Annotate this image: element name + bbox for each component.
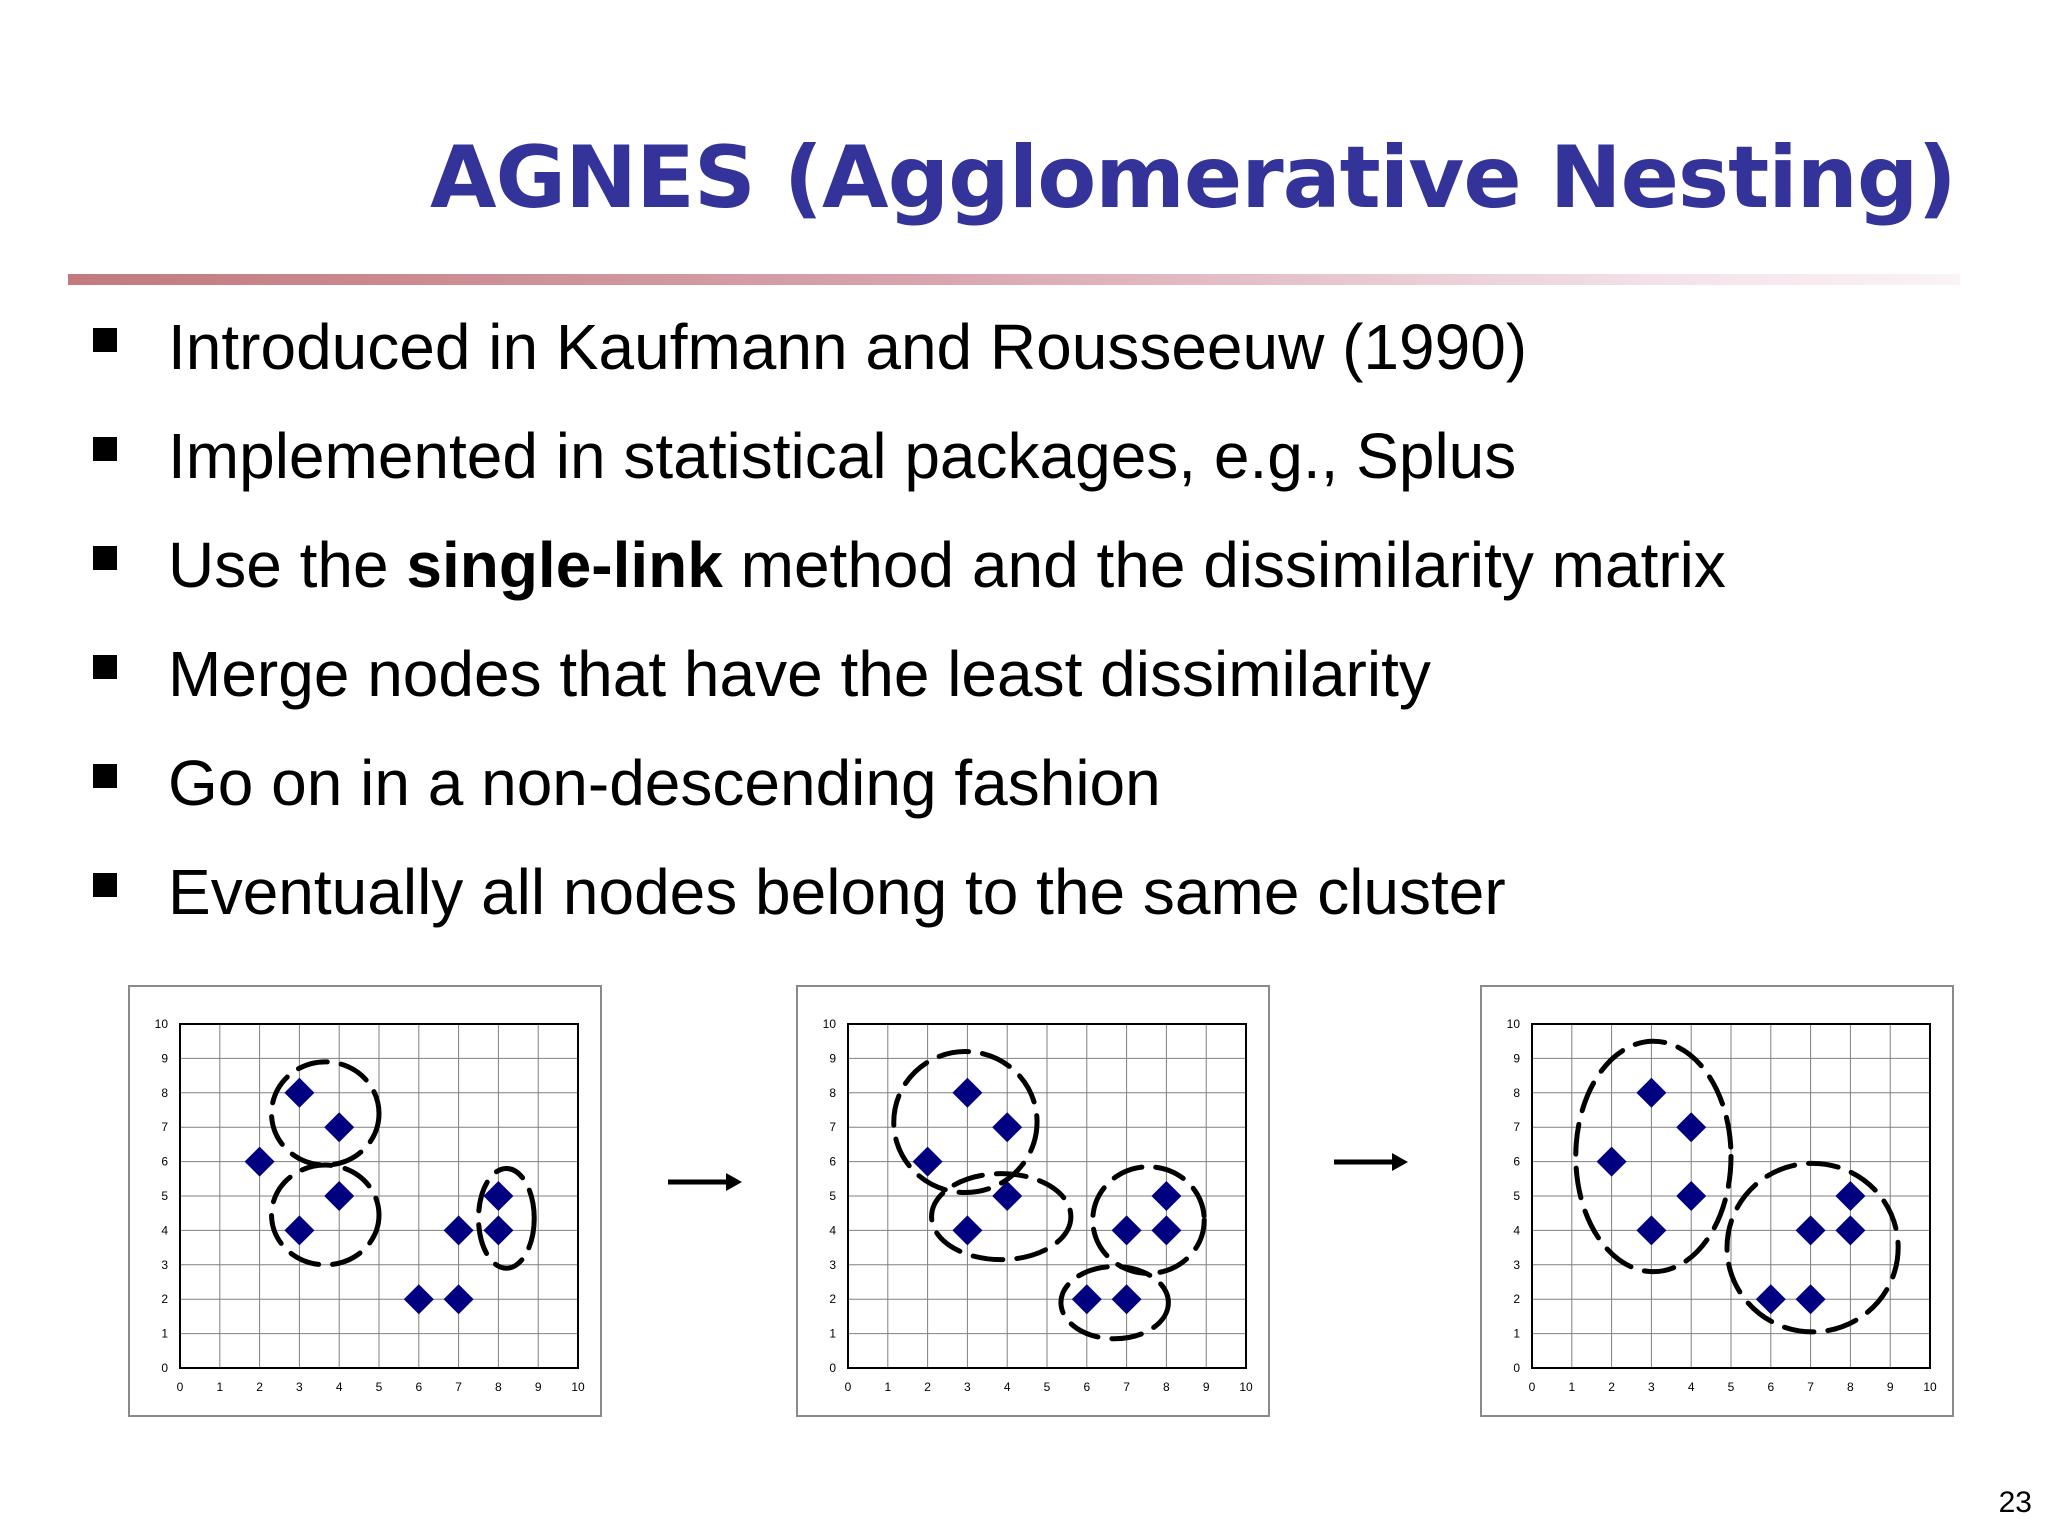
bullet-text: Eventually all nodes belong to the same cluster (168, 856, 1506, 928)
x-tick-label: 6 (1083, 1380, 1091, 1394)
y-tick-label: 0 (1513, 1361, 1520, 1375)
scatter-panel-2 (796, 985, 1270, 1417)
data-point-diamond (952, 1078, 982, 1108)
x-tick-label: 3 (296, 1380, 303, 1394)
data-point-diamond (1597, 1147, 1627, 1177)
x-tick-label: 5 (1727, 1380, 1735, 1394)
y-tick-label: 1 (829, 1326, 836, 1341)
y-tick-label: 9 (1513, 1051, 1520, 1066)
bullet-text: Implemented in statistical packages, e.g., Splus (168, 420, 1517, 492)
data-point-diamond (913, 1147, 943, 1177)
data-point-diamond (324, 1112, 354, 1142)
x-tick-label: 9 (1886, 1380, 1894, 1394)
y-tick-label: 10 (1506, 1017, 1520, 1031)
y-tick-label: 10 (154, 1017, 168, 1031)
cluster-outline (272, 1165, 379, 1265)
y-tick-label: 8 (161, 1085, 168, 1100)
bullet-text: Use the single-link method and the dissimilarity matrix (168, 529, 1726, 601)
data-point-diamond (1151, 1181, 1181, 1211)
x-tick-label: 2 (1608, 1380, 1615, 1394)
x-tick-label: 2 (256, 1380, 263, 1394)
y-tick-label: 3 (829, 1257, 836, 1272)
x-tick-label: 4 (335, 1380, 343, 1394)
x-tick-label: 8 (495, 1380, 502, 1394)
data-point-diamond (1796, 1284, 1826, 1314)
y-tick-label: 5 (1513, 1189, 1520, 1203)
bullet-square-icon (93, 655, 117, 679)
cluster-outline (932, 1174, 1071, 1260)
x-tick-label: 5 (375, 1380, 383, 1394)
x-tick-label: 8 (1163, 1380, 1170, 1394)
x-tick-label: 7 (455, 1380, 462, 1394)
x-tick-label: 3 (964, 1380, 971, 1394)
title-rule (68, 274, 1960, 285)
x-tick-label: 10 (571, 1380, 585, 1394)
data-point-diamond (952, 1215, 982, 1245)
y-tick-label: 0 (829, 1361, 836, 1375)
y-tick-label: 7 (829, 1120, 836, 1135)
data-point-diamond (404, 1284, 434, 1314)
scatter-panel-1 (128, 985, 602, 1417)
x-tick-label: 1 (1568, 1380, 1576, 1394)
data-point-diamond (245, 1147, 275, 1177)
x-tick-label: 0 (176, 1380, 184, 1394)
y-tick-label: 4 (161, 1223, 168, 1238)
y-tick-label: 9 (829, 1051, 836, 1066)
bullet-square-icon (93, 328, 117, 352)
data-point-diamond (1072, 1284, 1102, 1314)
bullet-text: Introduced in Kaufmann and Rousseeuw (1990) (168, 311, 1528, 383)
cluster-outline (1093, 1167, 1204, 1274)
bullet-text: Merge nodes that have the least dissimilarity (168, 638, 1431, 710)
y-tick-label: 0 (161, 1361, 168, 1375)
x-tick-label: 6 (1767, 1380, 1775, 1394)
bullet-square-icon (93, 764, 117, 788)
y-tick-label: 2 (1513, 1292, 1520, 1307)
x-tick-label: 4 (1003, 1380, 1011, 1394)
x-tick-label: 7 (1807, 1380, 1814, 1394)
y-tick-label: 7 (161, 1120, 168, 1135)
y-tick-label: 6 (161, 1154, 168, 1169)
data-point-diamond (1796, 1215, 1826, 1245)
data-point-diamond (1636, 1215, 1666, 1245)
data-point-diamond (1112, 1215, 1142, 1245)
x-tick-label: 10 (1923, 1380, 1937, 1394)
y-tick-label: 2 (161, 1292, 168, 1307)
x-tick-label: 10 (1239, 1380, 1253, 1394)
y-tick-label: 2 (829, 1292, 836, 1307)
x-tick-label: 6 (415, 1380, 423, 1394)
bold-term: single-link (406, 529, 723, 601)
x-tick-label: 9 (534, 1380, 542, 1394)
data-point-diamond (1636, 1078, 1666, 1108)
y-tick-label: 7 (1513, 1120, 1520, 1135)
page-number: 23 (1998, 1486, 2032, 1519)
data-point-diamond (992, 1181, 1022, 1211)
y-tick-label: 3 (161, 1257, 168, 1272)
x-tick-label: 9 (1202, 1380, 1210, 1394)
data-point-diamond (1835, 1215, 1865, 1245)
y-tick-label: 4 (1513, 1223, 1520, 1238)
cluster-outline (479, 1168, 535, 1268)
y-tick-label: 10 (822, 1017, 836, 1031)
data-point-diamond (483, 1215, 513, 1245)
scatter-chart-3 (1482, 987, 1952, 1415)
y-tick-label: 9 (161, 1051, 168, 1066)
scatter-chart-1 (130, 987, 600, 1415)
x-tick-label: 7 (1123, 1380, 1130, 1394)
x-tick-label: 0 (844, 1380, 852, 1394)
x-tick-label: 8 (1847, 1380, 1854, 1394)
y-tick-label: 5 (161, 1189, 168, 1203)
data-point-diamond (444, 1284, 474, 1314)
y-tick-label: 8 (1513, 1085, 1520, 1100)
y-tick-label: 6 (1513, 1154, 1520, 1169)
data-point-diamond (324, 1181, 354, 1211)
x-tick-label: 0 (1528, 1380, 1536, 1394)
data-point-diamond (1835, 1181, 1865, 1211)
x-tick-label: 1 (884, 1380, 892, 1394)
bullet-square-icon (93, 546, 117, 570)
bullet-square-icon (93, 437, 117, 461)
data-point-diamond (1676, 1112, 1706, 1142)
data-point-diamond (1112, 1284, 1142, 1314)
x-tick-label: 4 (1687, 1380, 1695, 1394)
arrow-right-icon (1334, 1150, 1408, 1174)
cluster-outline (272, 1062, 379, 1165)
data-point-diamond (1676, 1181, 1706, 1211)
data-point-diamond (1756, 1284, 1786, 1314)
y-tick-label: 5 (829, 1189, 836, 1203)
y-tick-label: 3 (1513, 1257, 1520, 1272)
data-point-diamond (1151, 1215, 1181, 1245)
bullet-square-icon (93, 873, 117, 897)
y-tick-label: 1 (161, 1326, 168, 1341)
bullet-text: Go on in a non-descending fashion (168, 747, 1161, 819)
data-point-diamond (284, 1215, 314, 1245)
y-tick-label: 6 (829, 1154, 836, 1169)
x-tick-label: 3 (1648, 1380, 1655, 1394)
x-tick-label: 1 (216, 1380, 224, 1394)
x-tick-label: 5 (1043, 1380, 1051, 1394)
data-point-diamond (992, 1112, 1022, 1142)
slide-title: AGNES (Agglomerative Nesting) (430, 128, 1956, 228)
y-tick-label: 8 (829, 1085, 836, 1100)
y-tick-label: 1 (1513, 1326, 1520, 1341)
scatter-panel-3 (1480, 985, 1954, 1417)
data-point-diamond (444, 1215, 474, 1245)
data-point-diamond (284, 1078, 314, 1108)
x-tick-label: 2 (924, 1380, 931, 1394)
scatter-chart-2 (798, 987, 1268, 1415)
y-tick-label: 4 (829, 1223, 836, 1238)
arrow-right-icon (668, 1170, 742, 1194)
